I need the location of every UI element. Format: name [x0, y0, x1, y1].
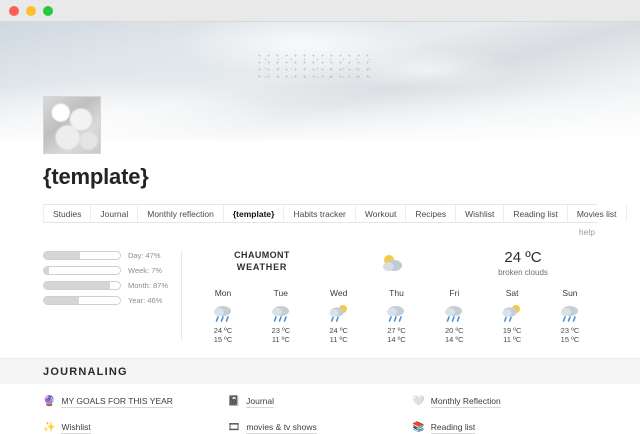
weather-location — [202, 249, 322, 273]
link-label: Reading list — [430, 422, 476, 432]
tab-monthly-reflection[interactable]: Monthly reflection — [138, 205, 224, 222]
link-monthly-reflection[interactable] — [412, 396, 597, 408]
progress-label-year: Year: 46% — [128, 296, 163, 305]
link-movies-tv[interactable] — [228, 422, 413, 434]
forecast-high: 27 ºC — [387, 326, 406, 335]
weather-subtitle: WEATHER — [236, 262, 288, 273]
forecast-high: 19 ºC — [502, 326, 522, 335]
link-wishlist[interactable] — [43, 422, 228, 434]
progress-row-month — [43, 281, 175, 290]
weather-current-desc: broken clouds — [498, 268, 548, 277]
forecast-day — [431, 288, 477, 344]
weather-widget — [196, 247, 597, 344]
sparkles-icon: ✨ — [43, 422, 56, 433]
link-reading-list[interactable] — [412, 422, 597, 434]
forecast-day-name: Sat — [505, 288, 519, 298]
progress-row-week — [43, 266, 175, 275]
cloud-rain-icon — [258, 303, 304, 323]
progress-label-month: Month: 87% — [128, 281, 169, 290]
forecast-day-name: Wed — [329, 288, 348, 298]
weather-current-icon — [380, 249, 406, 278]
notebook-icon: 📓 — [227, 396, 241, 407]
page-title: {template} — [43, 164, 149, 189]
forecast-day-name: Thu — [389, 288, 404, 298]
forecast-high: 20 ºC — [445, 326, 464, 335]
forecast-high: 24 ºC — [213, 326, 233, 335]
tab-workout[interactable]: Workout — [356, 205, 407, 222]
forecast-day — [316, 288, 362, 344]
cloud-rain-icon — [373, 303, 419, 323]
link-row — [43, 422, 597, 434]
widgets-row — [43, 247, 597, 344]
cloud-rain-icon — [431, 303, 477, 323]
forecast-day — [547, 288, 593, 344]
tab-recipes[interactable]: Recipes — [406, 205, 456, 222]
forecast-high: 23 ºC — [271, 326, 291, 335]
tab-reading-list[interactable]: Reading list — [504, 205, 567, 222]
weather-current-temp: 24 ºC — [504, 249, 542, 266]
tab-studies[interactable]: Studies — [43, 205, 91, 222]
tab-wishlist[interactable]: Wishlist — [456, 205, 504, 222]
link-label: MY GOALS FOR THIS YEAR — [61, 396, 173, 406]
zoom-window-button[interactable] — [43, 6, 53, 16]
link-label: movies & tv shows — [246, 422, 317, 432]
forecast-day-name: Tue — [273, 288, 288, 298]
forecast-low: 11 ºC — [329, 335, 348, 344]
progress-bar-week — [43, 266, 121, 275]
link-my-goals[interactable] — [43, 396, 228, 408]
document-body — [0, 164, 640, 344]
forecast-low: 11 ºC — [503, 335, 522, 344]
forecast-day-name: Mon — [214, 288, 232, 298]
journaling-heading: JOURNALING — [43, 365, 128, 378]
tab-template[interactable]: {template} — [224, 205, 285, 222]
forecast-day — [200, 288, 246, 344]
forecast-day-name: Fri — [449, 288, 460, 298]
progress-row-year — [43, 296, 175, 305]
forecast-high: 23 ºC — [560, 326, 580, 335]
tab-bar — [43, 204, 617, 223]
white-heart-icon: 🤍 — [412, 396, 425, 407]
cloud-rain-icon — [547, 303, 593, 323]
tab-movies-list[interactable]: Movies list — [568, 205, 627, 222]
progress-bar-month — [43, 281, 121, 290]
sun-behind-rain-cloud-icon — [489, 303, 535, 323]
minimize-window-button[interactable] — [26, 6, 36, 16]
sun-behind-rain-cloud-icon — [316, 303, 362, 323]
weather-header — [196, 249, 597, 278]
weather-city: CHAUMONT — [234, 250, 290, 260]
weather-forecast — [196, 288, 597, 344]
progress-label-day: Day: 47% — [128, 251, 161, 260]
crystal-ball-icon: 🔮 — [43, 396, 56, 407]
forecast-low: 11 ºC — [271, 335, 290, 344]
weather-current — [463, 249, 583, 277]
progress-row-day — [43, 251, 175, 260]
tab-habits-tracker[interactable]: Habits tracker — [284, 205, 355, 222]
forecast-day — [258, 288, 304, 344]
forecast-low: 15 ºC — [560, 335, 580, 344]
forecast-day — [373, 288, 419, 344]
forecast-day-name: Sun — [562, 288, 578, 298]
window-titlebar — [0, 0, 640, 22]
books-icon: 📚 — [412, 422, 425, 433]
journaling-links — [0, 396, 640, 434]
progress-bar-year — [43, 296, 121, 305]
forecast-low: 14 ºC — [387, 335, 406, 344]
link-label: Journal — [246, 396, 275, 406]
link-label: Monthly Reflection — [430, 396, 501, 406]
forecast-high: 24 ºC — [329, 326, 348, 335]
forecast-low: 14 ºC — [445, 335, 464, 344]
cloud-rain-icon — [200, 303, 246, 323]
link-journal[interactable] — [228, 396, 413, 408]
film-frames-icon: 🎞 — [227, 422, 241, 433]
forecast-day — [489, 288, 535, 344]
cover-birds — [255, 52, 375, 78]
tab-journal[interactable]: Journal — [91, 205, 138, 222]
page-icon[interactable] — [43, 96, 101, 154]
progress-bar-day — [43, 251, 121, 260]
progress-widget — [43, 247, 175, 344]
widget-divider — [181, 251, 182, 340]
journaling-section-header — [0, 358, 640, 384]
close-window-button[interactable] — [9, 6, 19, 16]
help-link[interactable]: help — [578, 227, 595, 237]
progress-label-week: Week: 7% — [128, 266, 163, 275]
link-row — [43, 396, 597, 408]
forecast-low: 15 ºC — [213, 335, 233, 344]
link-label: Wishlist — [61, 422, 91, 432]
